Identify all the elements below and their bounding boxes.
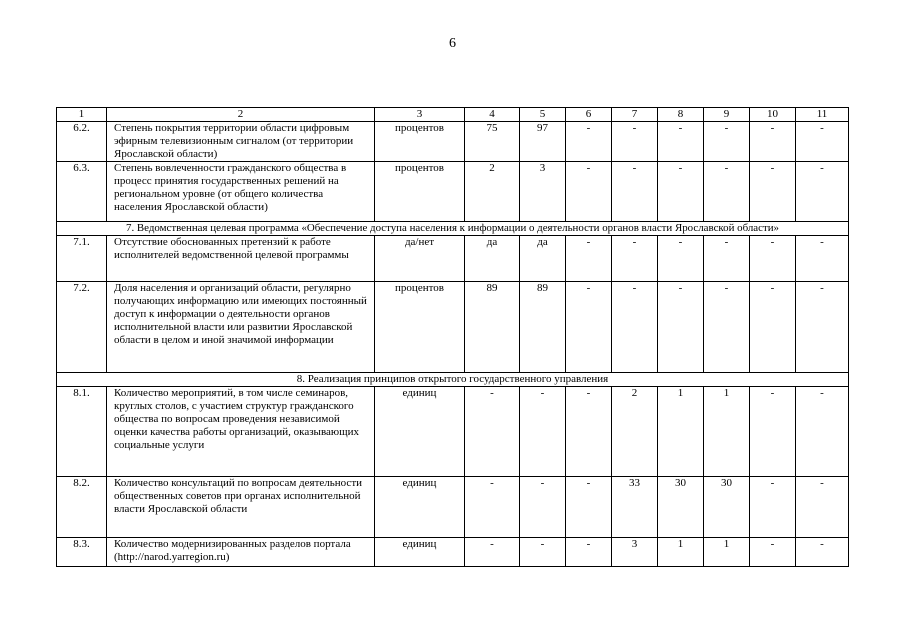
value-cell: - <box>750 162 796 222</box>
header-row <box>57 108 849 122</box>
value-cell: - <box>566 387 612 477</box>
indicator-name: Количество модернизированных разделов портала (http://narod.yarregion.ru) <box>107 538 375 567</box>
value-cell: - <box>704 236 750 282</box>
indicator-unit: единиц <box>375 477 465 538</box>
value-cell: - <box>658 122 704 162</box>
value-cell: - <box>566 282 612 373</box>
value-cell: 3 <box>520 162 566 222</box>
value-cell: - <box>520 538 566 567</box>
value-cell: - <box>658 282 704 373</box>
value-cell: 97 <box>520 122 566 162</box>
value-cell: - <box>704 162 750 222</box>
value-cell: - <box>566 236 612 282</box>
value-cell: - <box>520 387 566 477</box>
value-cell: 89 <box>520 282 566 373</box>
value-cell: - <box>796 282 849 373</box>
table-row <box>57 162 849 222</box>
value-cell: 1 <box>658 387 704 477</box>
row-number: 7.1. <box>57 236 107 282</box>
indicator-name: Степень вовлеченности гражданского общества в процесс принятия государственных решений на региональном уровне (от общего количества населения Ярославской области) <box>107 162 375 222</box>
row-number: 7.2. <box>57 282 107 373</box>
value-cell: 2 <box>465 162 520 222</box>
value-cell: - <box>520 477 566 538</box>
indicator-unit: да/нет <box>375 236 465 282</box>
column-header: 7 <box>612 108 658 122</box>
table-row <box>57 236 849 282</box>
table-row <box>57 282 849 373</box>
row-number: 6.3. <box>57 162 107 222</box>
value-cell: - <box>750 387 796 477</box>
indicator-unit: единиц <box>375 538 465 567</box>
value-cell: - <box>465 387 520 477</box>
section-row <box>57 222 849 236</box>
value-cell: - <box>796 236 849 282</box>
indicators-table <box>56 107 849 567</box>
column-header: 6 <box>566 108 612 122</box>
value-cell: - <box>796 122 849 162</box>
indicator-name: Количество консультаций по вопросам деятельности общественных советов при органах исполнительной власти Ярославской области <box>107 477 375 538</box>
row-number: 8.2. <box>57 477 107 538</box>
value-cell: - <box>796 538 849 567</box>
value-cell: 1 <box>704 538 750 567</box>
row-number: 8.1. <box>57 387 107 477</box>
column-header: 5 <box>520 108 566 122</box>
value-cell: 30 <box>704 477 750 538</box>
indicator-unit: единиц <box>375 387 465 477</box>
value-cell: - <box>612 162 658 222</box>
value-cell: - <box>750 236 796 282</box>
table-row <box>57 477 849 538</box>
column-header: 9 <box>704 108 750 122</box>
value-cell: - <box>750 538 796 567</box>
row-number: 8.3. <box>57 538 107 567</box>
value-cell: 1 <box>704 387 750 477</box>
value-cell: 3 <box>612 538 658 567</box>
value-cell: - <box>658 236 704 282</box>
value-cell: да <box>520 236 566 282</box>
value-cell: - <box>796 477 849 538</box>
section-title: 7. Ведомственная целевая программа «Обеспечение доступа населения к информации о деятельности органов власти Ярославской области» <box>57 222 849 236</box>
value-cell: 30 <box>658 477 704 538</box>
value-cell: 1 <box>658 538 704 567</box>
value-cell: - <box>612 236 658 282</box>
value-cell: 33 <box>612 477 658 538</box>
column-header: 1 <box>57 108 107 122</box>
value-cell: 2 <box>612 387 658 477</box>
value-cell: - <box>566 122 612 162</box>
table-row <box>57 122 849 162</box>
column-header: 3 <box>375 108 465 122</box>
indicator-name: Количество мероприятий, в том числе семинаров, круглых столов, с участием структур гражданского общества по вопросам проведения независимой оценки качества работы организаций, оказывающих социальные услуги <box>107 387 375 477</box>
page-number: 6 <box>449 36 456 51</box>
column-header: 10 <box>750 108 796 122</box>
section-row <box>57 373 849 387</box>
value-cell: да <box>465 236 520 282</box>
value-cell: - <box>566 162 612 222</box>
section-title: 8. Реализация принципов открытого государственного управления <box>57 373 849 387</box>
value-cell: - <box>704 282 750 373</box>
value-cell: - <box>612 282 658 373</box>
column-header: 11 <box>796 108 849 122</box>
table-row <box>57 538 849 567</box>
column-header: 8 <box>658 108 704 122</box>
indicator-unit: процентов <box>375 162 465 222</box>
value-cell: - <box>566 538 612 567</box>
column-header: 2 <box>107 108 375 122</box>
indicator-name: Отсутствие обоснованных претензий к работе исполнителей ведомственной целевой программы <box>107 236 375 282</box>
value-cell: - <box>750 477 796 538</box>
value-cell: - <box>750 282 796 373</box>
value-cell: - <box>750 122 796 162</box>
indicator-name: Степень покрытия территории области цифровым эфирным телевизионным сигналом (от территории Ярославской области) <box>107 122 375 162</box>
row-number: 6.2. <box>57 122 107 162</box>
indicator-unit: процентов <box>375 122 465 162</box>
value-cell: - <box>796 162 849 222</box>
indicator-unit: процентов <box>375 282 465 373</box>
table-row <box>57 387 849 477</box>
value-cell: - <box>704 122 750 162</box>
value-cell: - <box>612 122 658 162</box>
value-cell: 75 <box>465 122 520 162</box>
indicator-name: Доля населения и организаций области, регулярно получающих информацию или имеющих постоянный доступ к информации о деятельности органов исполнительной власти или развитии Ярославской области в целом и иной значимой информации <box>107 282 375 373</box>
value-cell: - <box>465 477 520 538</box>
value-cell: 89 <box>465 282 520 373</box>
column-header: 4 <box>465 108 520 122</box>
value-cell: - <box>566 477 612 538</box>
value-cell: - <box>796 387 849 477</box>
value-cell: - <box>658 162 704 222</box>
value-cell: - <box>465 538 520 567</box>
